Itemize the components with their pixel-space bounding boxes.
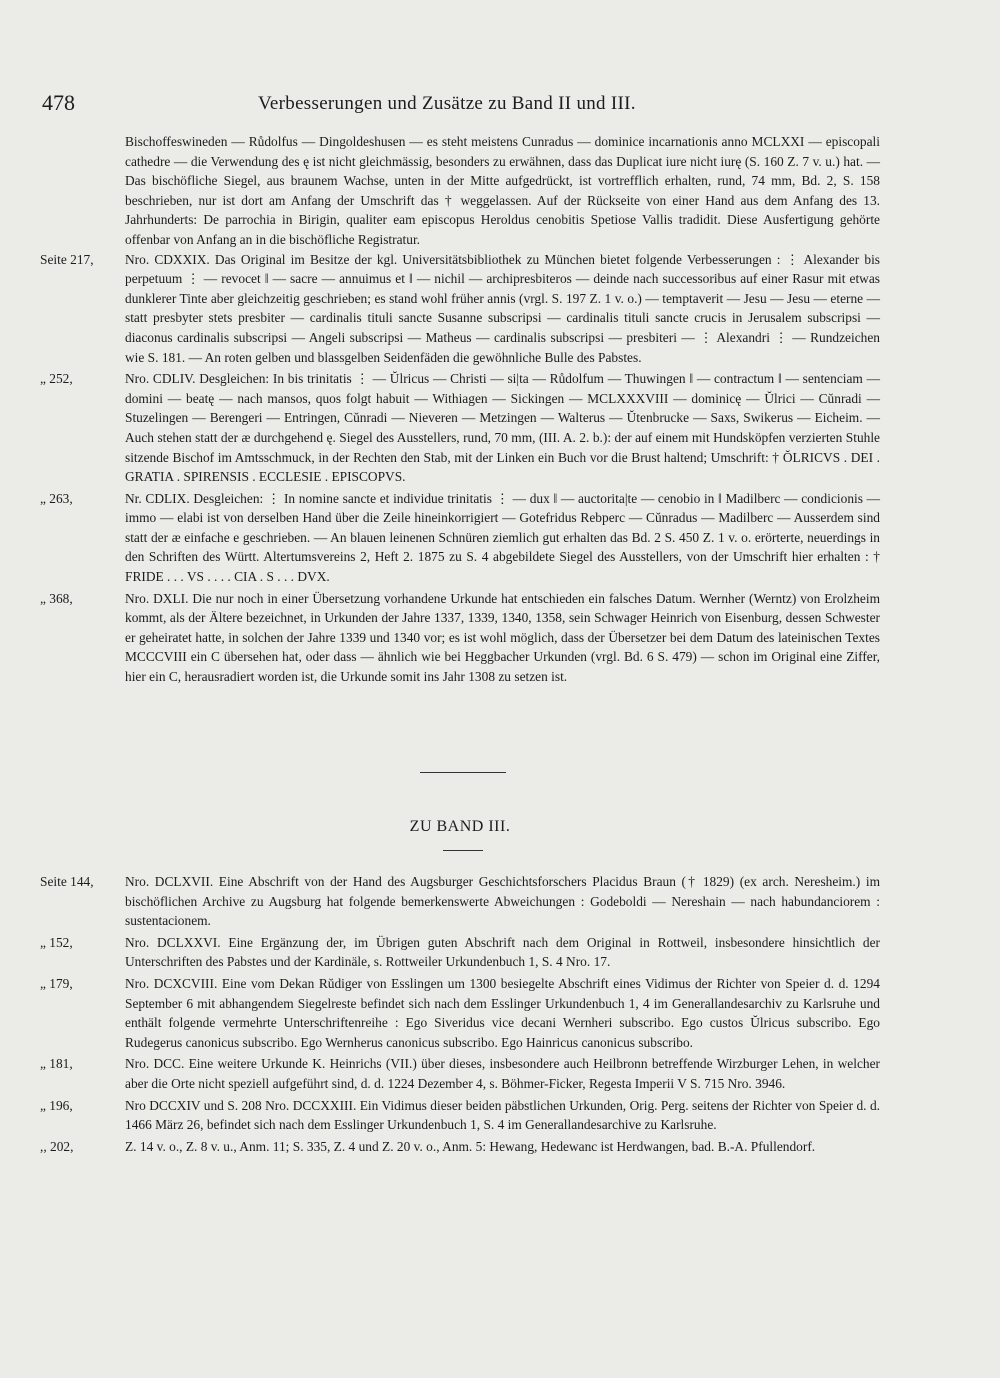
band2-section (40, 132, 880, 689)
entry-text: Z. 14 v. o., Z. 8 v. u., Anm. 11; S. 335, Z. 4 und Z. 20 v. o., Anm. 5: Hewang, Hedewanc ist Herdwangen, bad. B.-A. Pfullendorf. (125, 1138, 816, 1154)
entry-seite-217 (40, 250, 880, 368)
entry-text: Nro. CDXXIX. Das Original im Besitze der kgl. Universitätsbibliothek zu München bietet folgende Verbesserungen : ⋮ Alexander bis perpetuum ⋮ — revocet ‖ — sacre — annuimus et ‖ — nichil — archipresbiteros — deinde nach successoribus auf einer Rasur mit etwas dunklerer Tinte aber gleichzeitig geschrieben; es stand wohl früher annis (vrgl. S. 197 Z. 1 v. o.) — temptaverit — Jesu — Jesu — eterne — statt presbyter stets presbiter — cardinalis tituli sancte Susanne subscripsi — cardinalis tituli sancte crucis in Jerusalem subscripsi — diaconus cardinalis subscripsi — Angeli subscripsi — Matheus — cardinalis subscripsi — presbiteri — ⋮ Alexandri ⋮ — Rundzeichen wie S. 181. — An roten gelben und blassgelben Seidenfäden die gewöhnliche Bulle des Pabstes. (125, 251, 880, 365)
entry-seite-263 (40, 489, 880, 587)
entry-text: Nro. DCC. Eine weitere Urkunde K. Heinrichs (VII.) über dieses, insbesondere auch Heilbronn betreffende Wirzburger Lehen, in welcher aber die Orte nicht speziell aufgeführt sind, d. d. 1224 Dezember 4, s. Böhmer-Ficker, Regesta Imperii V S. 715 Nro. 3946. (125, 1056, 880, 1091)
entry-text: Nr. CDLIX. Desgleichen: ⋮ In nomine sancte et individue trinitatis ⋮ — dux ‖ — auctorita|te — cenobio in ‖ Madilberc — condicionis — immo — elabi ist von derselben Hand über die Zeile hineinkorrigiert — Gotefridus Rebperc — Cŭnradus — Madilberc — Ausserdem sind statt der æ einfache e geschrieben. — An blauen leinenen Schnüren ziemlich gut erhalten das Bd. 2 S. 450 Z. 1 v. o. erörterte, neuerdings in den Schriften des Württ. Altertumsvereins 2, Heft 2. 1875 zu S. 4 abgebildete Siegel des Ausstellers, von der Umschrift hier erhalten : † FRIDE . . . VS . . . . CIA . S . . . DVX. (125, 490, 880, 585)
entry-text: Nro DCCXIV und S. 208 Nro. DCCXXIII. Ein Vidimus dieser beiden päbstlichen Urkunden, Orig. Perg. seitens der Richter von Speier d. d. 1466 März 26, befindet sich nach dem Esslinger Urkundenbuch 1, S. 4 im Generallandesarchive zu Karlsruhe. (125, 1097, 880, 1133)
entry-seite-152 (40, 933, 880, 972)
running-title: Verbesserungen und Zusätze zu Band II und III. (258, 93, 636, 114)
entry-seite-252 (40, 369, 880, 487)
entry-text: Nro. DXLI. Die nur noch in einer Übersetzung vorhandene Urkunde hat entschieden ein falsches Datum. Wernher (Werntz) von Erolzheim kommt, als der Ältere bezeichnet, in Urkunden der Jahre 1337, 1339, 1340, 1358, sein Schwager Heinrich von Eisenburg, dessen Schwester er geheiratet hatte, in solchen der Jahre 1339 und 1340 vor; es ist wohl möglich, dass der Übersetzer bei dem Datum des lateinischen Textes MCCCVIII ein C übersehen hat, oder dass — ähnlich wie bei Heggbacher Urkunden (vrgl. Bd. 6 S. 479) — schon im Original eine Ziffer, hier ein C, herausradiert worden ist, die Urkunde somit ins Jahr 1308 zu setzen ist. (125, 590, 880, 685)
entry-lead: Seite 144, (40, 874, 94, 889)
section-divider-rule (420, 772, 506, 773)
entry-seite-179 (40, 974, 880, 1052)
entry-lead: „ 181, (40, 1056, 73, 1072)
entry-text: Nro. DCLXVII. Eine Abschrift von der Hand des Augsburger Geschichtsforschers Placidus Braun († 1829) (ex arch. Neresheim.) im bischöflichen Archive zu Augsburg hat folgende bemerkenswerte Abweichungen : Godeboldi — Nereshain — nach habundanciorem : sustentacionem. (125, 874, 880, 929)
entry-lead: „ 179, (40, 975, 73, 991)
section-title-underline (443, 850, 483, 851)
entry-seite-181 (40, 1054, 880, 1093)
entry-lead: „ 196, (40, 1097, 73, 1113)
entry-lead: Seite 217, (40, 251, 94, 267)
entry-text: Nro. DCLXXVI. Eine Ergänzung der, im Übrigen guten Abschrift nach dem Original in Rottweil, insbesondere hinsichtlich der Unterschriften des Pabstes und der Kardinäle, s. Rottweiler Urkundenbuch 1, S. 4 Nro. 17. (125, 934, 880, 970)
entry-seite-144 (40, 872, 880, 931)
entry-seite-368 (40, 589, 880, 687)
entry-text: Nro. DCXCVIII. Eine vom Dekan Rŭdiger von Esslingen um 1300 besiegelte Abschrift eines Vidimus der Richter von Speier d. d. 1294 September 6 mit abhangendem Siegelreste befindet sich nach dem Esslinger Urkundenbuch 1, 4 im Generallandesarchiv zu Karlsruhe und enthält folgende vermehrte Unterschriftenreihe : Ego Siveridus vice decani Wernheri subscribo. Ego custos Ŭlricus subscribo. Ego Rudegerus canonicus subscribo. Ego Wernherus canonicus subscribo. Ego Hainricus canonicus subscribo. (125, 975, 880, 1050)
entry-lead: „ 263, (40, 490, 73, 506)
band2-intro-paragraph: Bischoffeswineden — Růdolfus — Dingoldeshusen — es steht meistens Cunradus — dominice incarnationis anno MCLXXI — episcopali cathedre — die Verwendung des ę ist nicht gleichmässig, besonders zu erwähnen, dass das Duplicat iure nicht iurę (S. 160 Z. 7 v. u.) hat. — Das bischöfliche Siegel, aus braunem Wachse, unten in der Mitte aufgedrückt, ist vortrefflich erhalten, rund, 74 mm, Bd. 2, S. 158 beschrieben, nur ist dort am Anfang der Umschrift das † weggelassen. Auf der Rückseite von einer Hand aus dem Anfang des 13. Jahrhunderts: De parrochia in Birigin, qualiter eam episcopus Heroldus cenobitis Spetiose Vallis tradidit. Diese Ausfertigung gehörte offenbar von Anfang an in die bischöfliche Registratur. (125, 134, 880, 247)
entry-seite-196 (40, 1096, 880, 1135)
entry-seite-202 (40, 1137, 880, 1157)
section-title: ZU BAND III. (409, 818, 511, 835)
entry-text: Nro. CDLIV. Desgleichen: In bis trinitatis ⋮ — Ŭlricus — Christi — si|ta — Růdolfum — Thuwingen ‖ — contractum ‖ — sentenciam — domini — beatę — nach mansos, quos folgt habuit — Withiagen — Sickingen — MCLXXXVIII — dominicę — Ŭlrici — Cŭnradi — Stuzelingen — Berengeri — Entringen, Cŭnradi — Nieveren — Metzingen — Walterus — Ŭtenbrucke — Saxs, Swikerus — Eicheim. — Auch stehen statt der æ durchgehend ę. Siegel des Ausstellers, rund, 70 mm, (III. A. 2. b.): der auf einem mit Hundsköpfen verzierten Stuhle sitzende Bischof im Amtsschmuck, in der Rechten den Stab, mit der Linken ein Buch vor die Brust haltend; Umschrift: † ŎLRICVS . DEI . GRATIA . SPIRENSIS . ECCLESIE . EPISCOPVS. (125, 371, 880, 485)
entry-lead: „ 152, (40, 934, 73, 950)
page-number: 478 (42, 90, 75, 115)
entry-lead: „ 252, (40, 371, 73, 387)
entry-lead: „ 368, (40, 590, 73, 606)
band3-section (40, 872, 880, 1158)
entry-lead: ,, 202, (40, 1138, 74, 1154)
